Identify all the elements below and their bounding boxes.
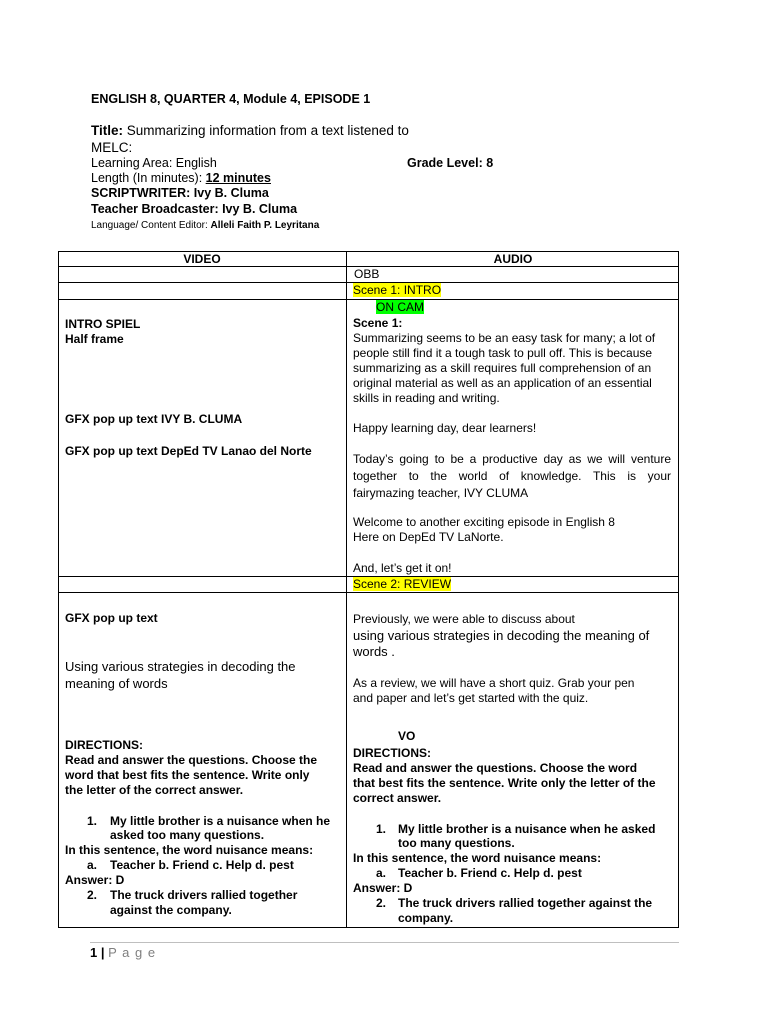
scene1-label: Scene 1: bbox=[353, 316, 403, 330]
audio-q1-line: too many questions. bbox=[398, 836, 515, 850]
content-editor bbox=[91, 220, 319, 231]
intro-spiel: INTRO SPIEL bbox=[65, 317, 141, 331]
video-q2-line: against the company. bbox=[110, 903, 232, 917]
audio-q2-line: The truck drivers rallied together against the bbox=[398, 896, 653, 910]
half-frame: Half frame bbox=[65, 332, 124, 346]
on-cam-tag bbox=[376, 300, 424, 315]
scene1-paragraph-line: original material as well as an application of an essential bbox=[353, 376, 652, 390]
row-divider bbox=[58, 592, 679, 593]
video-q2-line: The truck drivers rallied together bbox=[110, 888, 298, 902]
length-label: Length (In minutes): bbox=[91, 171, 203, 185]
video-q1-choice-letter: a. bbox=[87, 858, 98, 872]
intro-paragraph-line: Today’s going to be a productive day as we will venture bbox=[353, 452, 671, 466]
teacher-broadcaster: Teacher Broadcaster: Ivy B. Cluma bbox=[91, 202, 298, 216]
gfx-popup-label: GFX pop up text bbox=[65, 611, 158, 625]
video-directions-line: Read and answer the questions. Choose the bbox=[65, 753, 318, 767]
video-q2-number: 2. bbox=[87, 888, 98, 902]
audio-q1-line: My little brother is a nuisance when he asked bbox=[398, 822, 656, 836]
audio-directions-line: that best fits the sentence. Write only the letter of the bbox=[353, 776, 656, 790]
scene1-tag-highlight: Scene 1: INTRO bbox=[353, 283, 442, 297]
scene1-paragraph-line: skills in reading and writing. bbox=[353, 391, 500, 405]
video-q1-choices: Teacher b. Friend c. Help d. pest bbox=[110, 858, 294, 872]
audio-q1-choices: Teacher b. Friend c. Help d. pest bbox=[398, 866, 582, 880]
greeting-line: Happy learning day, dear learners! bbox=[353, 421, 537, 435]
intro-paragraph-line: together to the world of knowledge. This is your bbox=[353, 469, 671, 483]
learning-area: Learning Area: English bbox=[91, 156, 217, 170]
page-label: P a g e bbox=[108, 945, 157, 960]
audio-q2-number: 2. bbox=[376, 896, 387, 910]
page-footer bbox=[90, 945, 156, 960]
grade-level: Grade Level: 8 bbox=[407, 156, 494, 170]
footer-divider bbox=[90, 942, 679, 943]
video-q1-answer: Answer: D bbox=[65, 873, 125, 887]
audio-q1-stem: In this sentence, the word nuisance means: bbox=[353, 851, 602, 865]
length-value: 12 minutes bbox=[205, 171, 271, 185]
audio-review-topic-line: words . bbox=[353, 644, 395, 659]
video-directions-label: DIRECTIONS: bbox=[65, 738, 143, 752]
on-cam-highlight: ON CAM bbox=[376, 300, 424, 314]
editor-label: Language/ Content Editor: bbox=[91, 220, 208, 231]
video-q1-stem: In this sentence, the word nuisance means: bbox=[65, 843, 314, 857]
page-separator: | bbox=[100, 945, 105, 960]
scene2-tag-highlight: Scene 2: REVIEW bbox=[353, 577, 452, 591]
scriptwriter: SCRIPTWRITER: Ivy B. Cluma bbox=[91, 186, 269, 200]
scene1-tag bbox=[353, 283, 441, 298]
video-directions-line: word that best fits the sentence. Write only bbox=[65, 768, 310, 782]
audio-review-topic-line: using various strategies in decoding the meaning of bbox=[353, 628, 650, 643]
audio-q1-choice-letter: a. bbox=[376, 866, 387, 880]
audio-q1-number: 1. bbox=[376, 822, 387, 836]
scene2-tag bbox=[353, 577, 451, 592]
scene1-paragraph-line: people still find it a tough task to pull off. This is because bbox=[353, 346, 653, 360]
gfx-station-name: GFX pop up text DepEd TV Lanao del Norte bbox=[65, 444, 312, 458]
audio-directions-line: correct answer. bbox=[353, 791, 442, 805]
page-number: 1 bbox=[90, 945, 98, 960]
length-line bbox=[91, 171, 271, 185]
video-q1-line: asked too many questions. bbox=[110, 828, 265, 842]
audio-directions-line: Read and answer the questions. Choose the word bbox=[353, 761, 638, 775]
audio-q2-line: company. bbox=[398, 911, 454, 925]
audio-directions-label: DIRECTIONS: bbox=[353, 746, 431, 760]
audio-review-line: As a review, we will have a short quiz. Grab your pen bbox=[353, 676, 635, 690]
title-line bbox=[91, 123, 409, 138]
review-topic-line: Using various strategies in decoding the bbox=[65, 659, 296, 674]
title-value: Summarizing information from a text listened to bbox=[126, 123, 409, 138]
audio-review-line: and paper and let’s get started with the quiz. bbox=[353, 691, 589, 705]
audio-q1-answer: Answer: D bbox=[353, 881, 413, 895]
melc-label: MELC: bbox=[91, 140, 133, 155]
review-topic-line: meaning of words bbox=[65, 676, 168, 691]
editor-value: Alleli Faith P. Leyritana bbox=[210, 220, 320, 231]
audio-previously: Previously, we were able to discuss about bbox=[353, 612, 575, 626]
column-header-video: VIDEO bbox=[183, 252, 221, 266]
column-divider bbox=[346, 251, 347, 928]
column-header-audio: AUDIO bbox=[493, 252, 533, 266]
gfx-teacher-name: GFX pop up text IVY B. CLUMA bbox=[65, 412, 243, 426]
vo-label: VO bbox=[398, 729, 416, 743]
title-label: Title: bbox=[91, 123, 124, 138]
scene1-paragraph-line: summarizing as a skill requires full comprehension of an bbox=[353, 361, 652, 375]
lets-get-it-on: And, let’s get it on! bbox=[353, 561, 452, 575]
row-divider bbox=[58, 299, 679, 300]
video-q1-number: 1. bbox=[87, 814, 98, 828]
welcome-line: Here on DepEd TV LaNorte. bbox=[353, 530, 504, 544]
document-heading: ENGLISH 8, QUARTER 4, Module 4, EPISODE 1 bbox=[91, 92, 371, 106]
obb-label: OBB bbox=[354, 267, 380, 281]
video-q1-line: My little brother is a nuisance when he bbox=[110, 814, 331, 828]
scene1-paragraph-line: Summarizing seems to be an easy task for many; a lot of bbox=[353, 331, 656, 345]
welcome-line: Welcome to another exciting episode in English 8 bbox=[353, 515, 615, 529]
video-directions-line: the letter of the correct answer. bbox=[65, 783, 244, 797]
intro-paragraph-line: fairymazing teacher, IVY CLUMA bbox=[353, 486, 529, 500]
